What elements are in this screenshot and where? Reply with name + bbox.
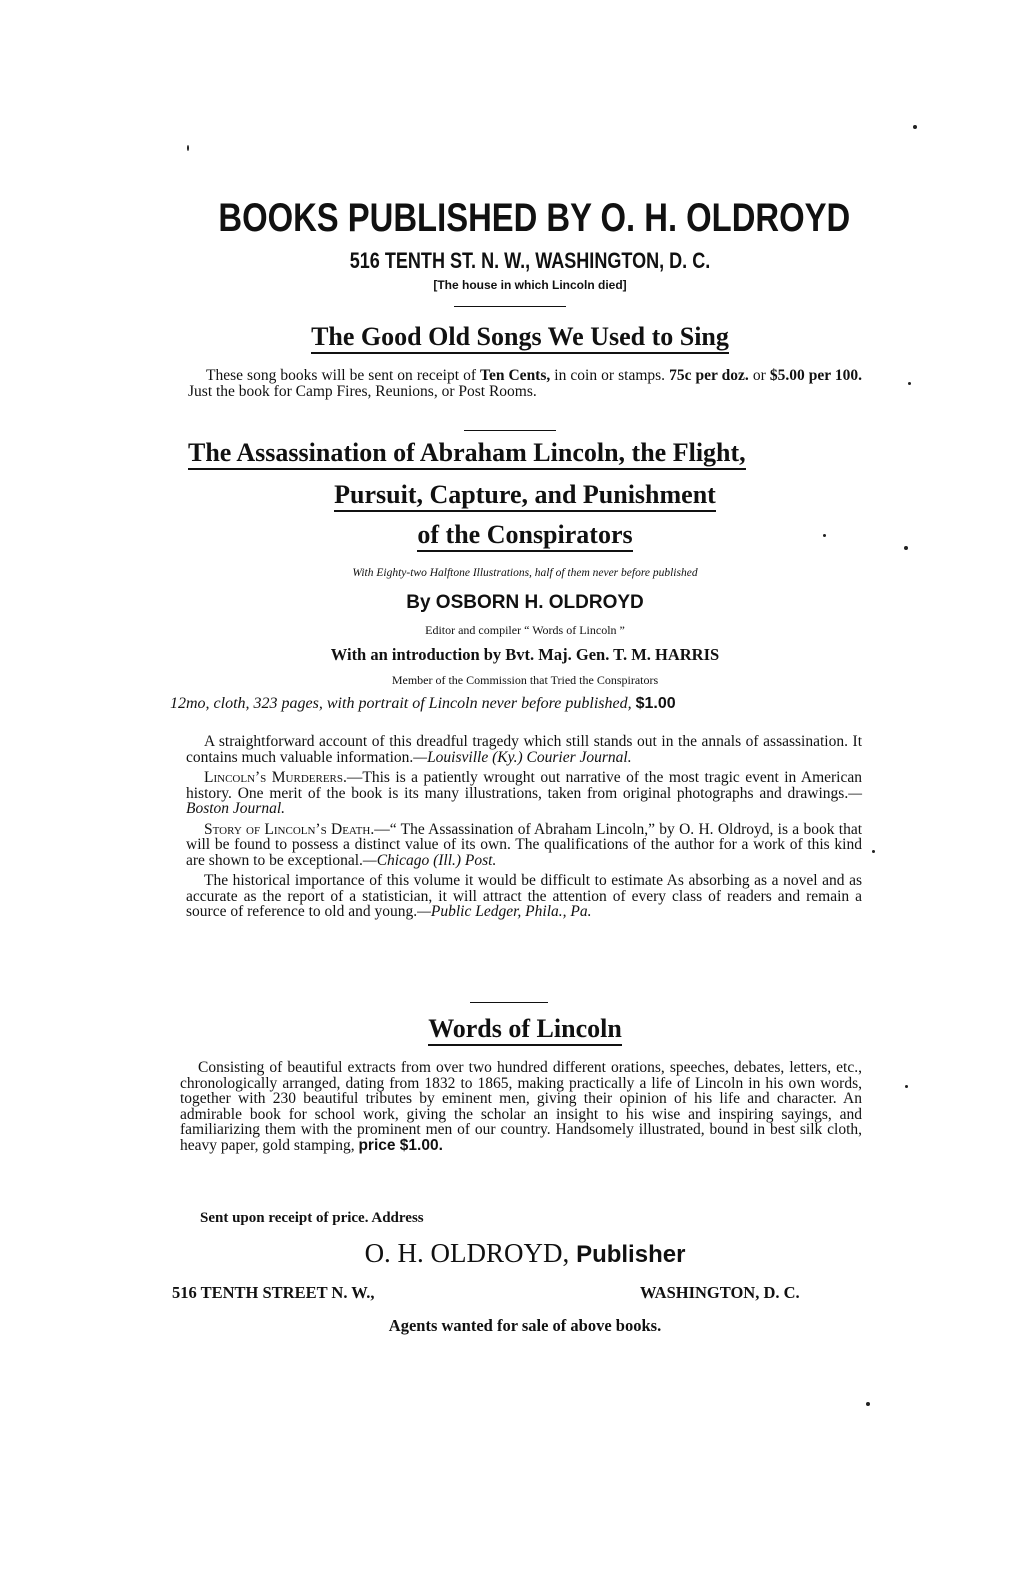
review-4 [186, 873, 862, 920]
assassination-title-line2 [188, 480, 862, 510]
publisher-address: 516 TENTH ST. N. W., WASHINGTON, D. C. [349, 248, 711, 273]
assassination-title-line1 [188, 438, 746, 468]
songs-title-text: The Good Old Songs We Used to Sing [311, 322, 729, 354]
author-note: Editor and compiler “ Words of Lincoln ” [425, 623, 625, 637]
words-title [188, 1014, 862, 1044]
review-1 [186, 734, 862, 765]
review-4-source: —Public Ledger, Phila., Pa. [417, 903, 592, 920]
introduction-line: With an introduction by Bvt. Maj. Gen. T. M. HARRIS [330, 645, 720, 664]
reviews [186, 734, 862, 920]
songs-price-ten: Ten Cents, [480, 367, 551, 384]
sent-note: Sent upon receipt of price. Address [200, 1210, 424, 1226]
scan-speck [187, 145, 189, 151]
scan-speck [913, 125, 917, 129]
review-2 [186, 770, 862, 817]
assassination-title-line2-text: Pursuit, Capture, and Punishment [334, 480, 716, 512]
songs-text-1: These song books will be sent on receipt of [206, 367, 481, 384]
songs-text-4: Just the book for Camp Fires, Reunions, or Post Rooms. [188, 382, 537, 400]
scan-speck [872, 850, 875, 853]
songs-text-3: or [748, 367, 770, 384]
footer-city: WASHINGTON, D. C. [640, 1283, 800, 1302]
assassination-title-line1-text: The Assassination of Abraham Lincoln, the Flight, [188, 438, 746, 470]
scan-speck [823, 534, 826, 537]
songs-text-2: in coin or stamps. [550, 367, 666, 384]
book-author: By OSBORN H. OLDROYD [406, 592, 644, 613]
review-3-lead: Story of Lincoln’s Death. [204, 820, 375, 838]
review-2-text: —This is a patiently wrought out narrative of the most tragic event in American history. One merit of the book is its many illustrations, taken from original photographs and drawings. [186, 769, 862, 802]
assassination-title-line3 [188, 520, 862, 550]
words-description [180, 1060, 862, 1153]
review-1-source: —Louisville (Ky.) Courier Journal. [413, 748, 632, 766]
scan-speck [866, 1402, 870, 1406]
review-3 [186, 822, 862, 869]
scan-speck [905, 1085, 908, 1088]
songs-description [188, 368, 862, 399]
scan-speck [908, 382, 911, 385]
assassination-title-line3-text: of the Conspirators [417, 520, 632, 552]
review-2-lead: Lincoln’s Murderers. [204, 769, 347, 786]
words-price: price $1.00. [358, 1136, 443, 1154]
words-title-text: Words of Lincoln [428, 1014, 622, 1046]
publisher-name: O. H. OLDROYD, [364, 1238, 570, 1268]
songs-price-doz: 75c per doz. [669, 367, 749, 384]
publisher-line [188, 1238, 862, 1269]
edition-line [170, 695, 880, 713]
divider [454, 306, 566, 307]
songs-price-hundred: $5.00 per 100. [769, 367, 863, 384]
commission-note: Member of the Commission that Tried the Conspirators [391, 673, 659, 687]
divider [470, 1002, 548, 1003]
review-3-source: —Chicago (Ill.) Post. [362, 851, 497, 869]
divider [464, 430, 556, 431]
house-note: [The house in which Lincoln died] [433, 278, 627, 292]
review-3-text: —“ The Assassination of Abraham Lincoln,” by O. H. Oldroyd, is a book that will be found to possess a distinct value of its own. The qualifications of the author for a work of this kind are shown to be exceptional. [186, 820, 863, 869]
review-2-source: —Boston Journal. [186, 784, 862, 817]
edition-price: $1.00 [635, 695, 676, 712]
illustrations-note: With Eighty-two Halftone Illustrations, half of them never before published [352, 567, 698, 579]
review-1-text: A straightforward account of this dreadful tragedy which still stands out in the annals of assassination. It contains much valuable information. [186, 733, 862, 766]
review-4-text: The historical importance of this volume it would be difficult to estimate As absorbing as a novel and as accurate as the report of a statistician, it will attract the attention of every class of readers and remain a source of reference to old and young. [186, 872, 862, 920]
words-text: Consisting of beautiful extracts from over two hundred different orations, speeches, debates, letters, etc., chronologically arranged, dating from 1832 to 1865, making practically a life of Lincoln in his own words, together with 230 beautiful tributes by eminent men, giving their opinion of his life and character. An admirable book for school work, giving the scholar an insight to his wise and inspiring sayings, and familiarizing them with the prominent men of our country. Handsomely illustrated, bound in best silk cloth, heavy paper, gold stamping, [180, 1059, 862, 1154]
songs-title [200, 322, 840, 352]
main-title: BOOKS PUBLISHED BY O. H. OLDROYD [218, 196, 851, 240]
agents-note: Agents wanted for sale of above books. [388, 1316, 662, 1335]
scan-speck [904, 546, 908, 550]
edition-text: 12mo, cloth, 323 pages, with portrait of Lincoln never before published, [170, 695, 632, 712]
footer-street: 516 TENTH STREET N. W., [172, 1283, 375, 1302]
publisher-role: Publisher [576, 1241, 686, 1268]
